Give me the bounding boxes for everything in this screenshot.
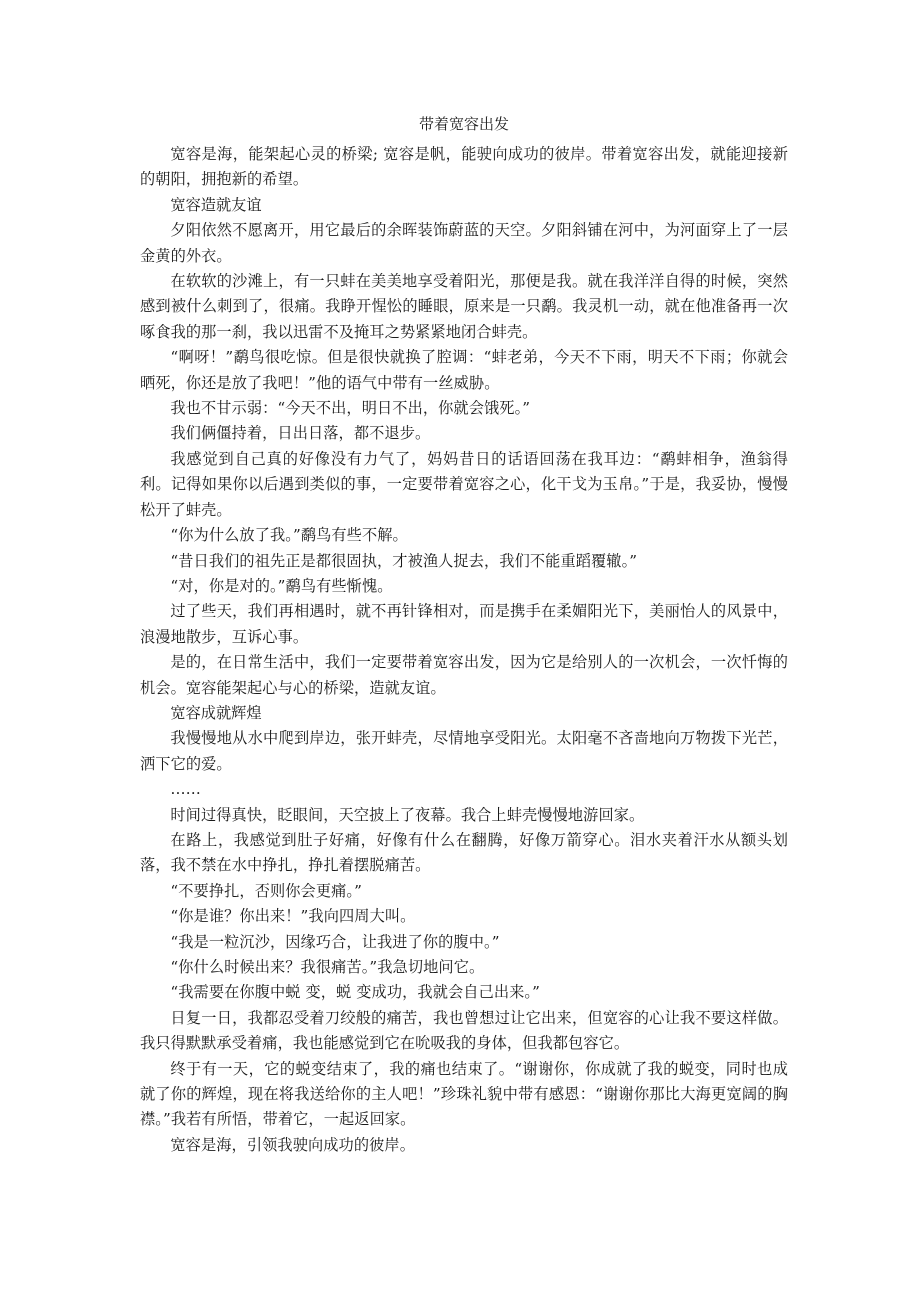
paragraph: “昔日我们的祖先正是都很固执，才被渔人捉去，我们不能重蹈覆辙。” — [170, 551, 638, 570]
paragraph: 宽容是海，引领我驶向成功的彼岸。 — [170, 1135, 415, 1154]
section-heading: 宽容造就友谊 — [170, 195, 262, 214]
document-body — [140, 142, 788, 1158]
document-page — [140, 110, 788, 1158]
paragraph: 宽容是海，能架起心灵的桥梁; 宽容是帆，能驶向成功的彼岸。带着宽容出发，就能迎接新的朝阳，拥抱新的希望。 — [140, 145, 788, 189]
paragraph: “我是一粒沉沙，因缘巧合，让我进了你的腹中。” — [170, 932, 500, 951]
paragraph: 日复一日，我都忍受着刀绞般的痛苦，我也曾想过让它出来，但宽容的心让我不要这样做。我只得默默承受着痛，我也能感觉到它在吮吸我的身体，但我都包容它。 — [140, 1008, 788, 1053]
paragraph: “不要挣扎，否则你会更痛。” — [170, 881, 362, 900]
paragraph: 终于有一天，它的蜕变结束了，我的痛也结束了。“谢谢你，你成就了我的蜕变，同时也成就了你的辉煌，现在将我送给你的主人吧！”珍珠礼貌中带有感恩：“谢谢你那比大海更宽阔的胸襟。”我若有所悟，带着它，一起返回家。 — [140, 1059, 788, 1129]
paragraph: 我慢慢地从水中爬到岸边，张开蚌壳，尽情地享受阳光。太阳毫不吝啬地向万物拨下光芒，洒下它的爱。 — [140, 729, 788, 773]
document-title: 带着宽容出发 — [418, 115, 509, 133]
section-heading: 宽容成就辉煌 — [170, 703, 262, 722]
paragraph: “你为什么放了我。”鹬鸟有些不解。 — [170, 526, 408, 545]
paragraph: “对，你是对的。”鹬鸟有些惭愧。 — [170, 576, 393, 595]
paragraph: “我需要在你腹中蜕 变，蜕 变成功，我就会自己出来。” — [170, 983, 540, 1002]
paragraph: …… — [170, 780, 201, 799]
paragraph: “啊呀！”鹬鸟很吃惊。但是很快就换了腔调：“蚌老弟，今天不下雨，明天不下雨；你就会晒死，你还是放了我吧！”他的语气中带有一丝威胁。 — [140, 348, 788, 392]
paragraph: 我也不甘示弱：“今天不出，明日不出，你就会饿死。” — [170, 399, 531, 418]
paragraph: 我感觉到自己真的好像没有力气了，妈妈昔日的话语回荡在我耳边：“鹬蚌相争，渔翁得利。记得如果你以后遇到类似的事，一定要带着宽容之心，化干戈为玉帛。”于是，我妥协，慢慢松开了蚌壳。 — [140, 449, 788, 519]
paragraph: 是的，在日常生活中，我们一定要带着宽容出发，因为它是给别人的一次机会，一次忏悔的机会。宽容能架起心与心的桥梁，造就友谊。 — [140, 653, 788, 697]
paragraph: “你是谁？你出来！”我向四周大叫。 — [170, 907, 416, 926]
paragraph: “你什么时候出来？我很痛苦。”我急切地问它。 — [170, 958, 485, 976]
paragraph: 在软软的沙滩上，有一只蚌在美美地享受着阳光，那便是我。就在我洋洋自得的时候，突然感到被什么刺到了，很痛。我睁开惺忪的睡眼，原来是一只鹬。我灵机一动，就在他准备再一次啄食我的那一刹，我以迅雷不及掩耳之势紧紧地闭合蚌壳。 — [140, 272, 788, 341]
paragraph: 在路上，我感觉到肚子好痛，好像有什么在翻腾，好像万箭穿心。泪水夹着汗水从额头划落，我不禁在水中挣扎，挣扎着摆脱痛苦。 — [140, 830, 788, 875]
paragraph: 我们俩僵持着，日出日落，都不退步。 — [170, 424, 431, 443]
paragraph: 夕阳依然不愿离开，用它最后的余晖装饰蔚蓝的天空。夕阳斜铺在河中，为河面穿上了一层金黄的外衣。 — [140, 221, 788, 265]
paragraph: 时间过得真快，眨眼间，天空披上了夜幕。我合上蚌壳慢慢地游回家。 — [170, 805, 645, 824]
paragraph: 过了些天，我们再相遇时，就不再针锋相对，而是携手在柔媚阳光下，美丽怡人的风景中，浪漫地散步，互诉心事。 — [140, 602, 788, 646]
